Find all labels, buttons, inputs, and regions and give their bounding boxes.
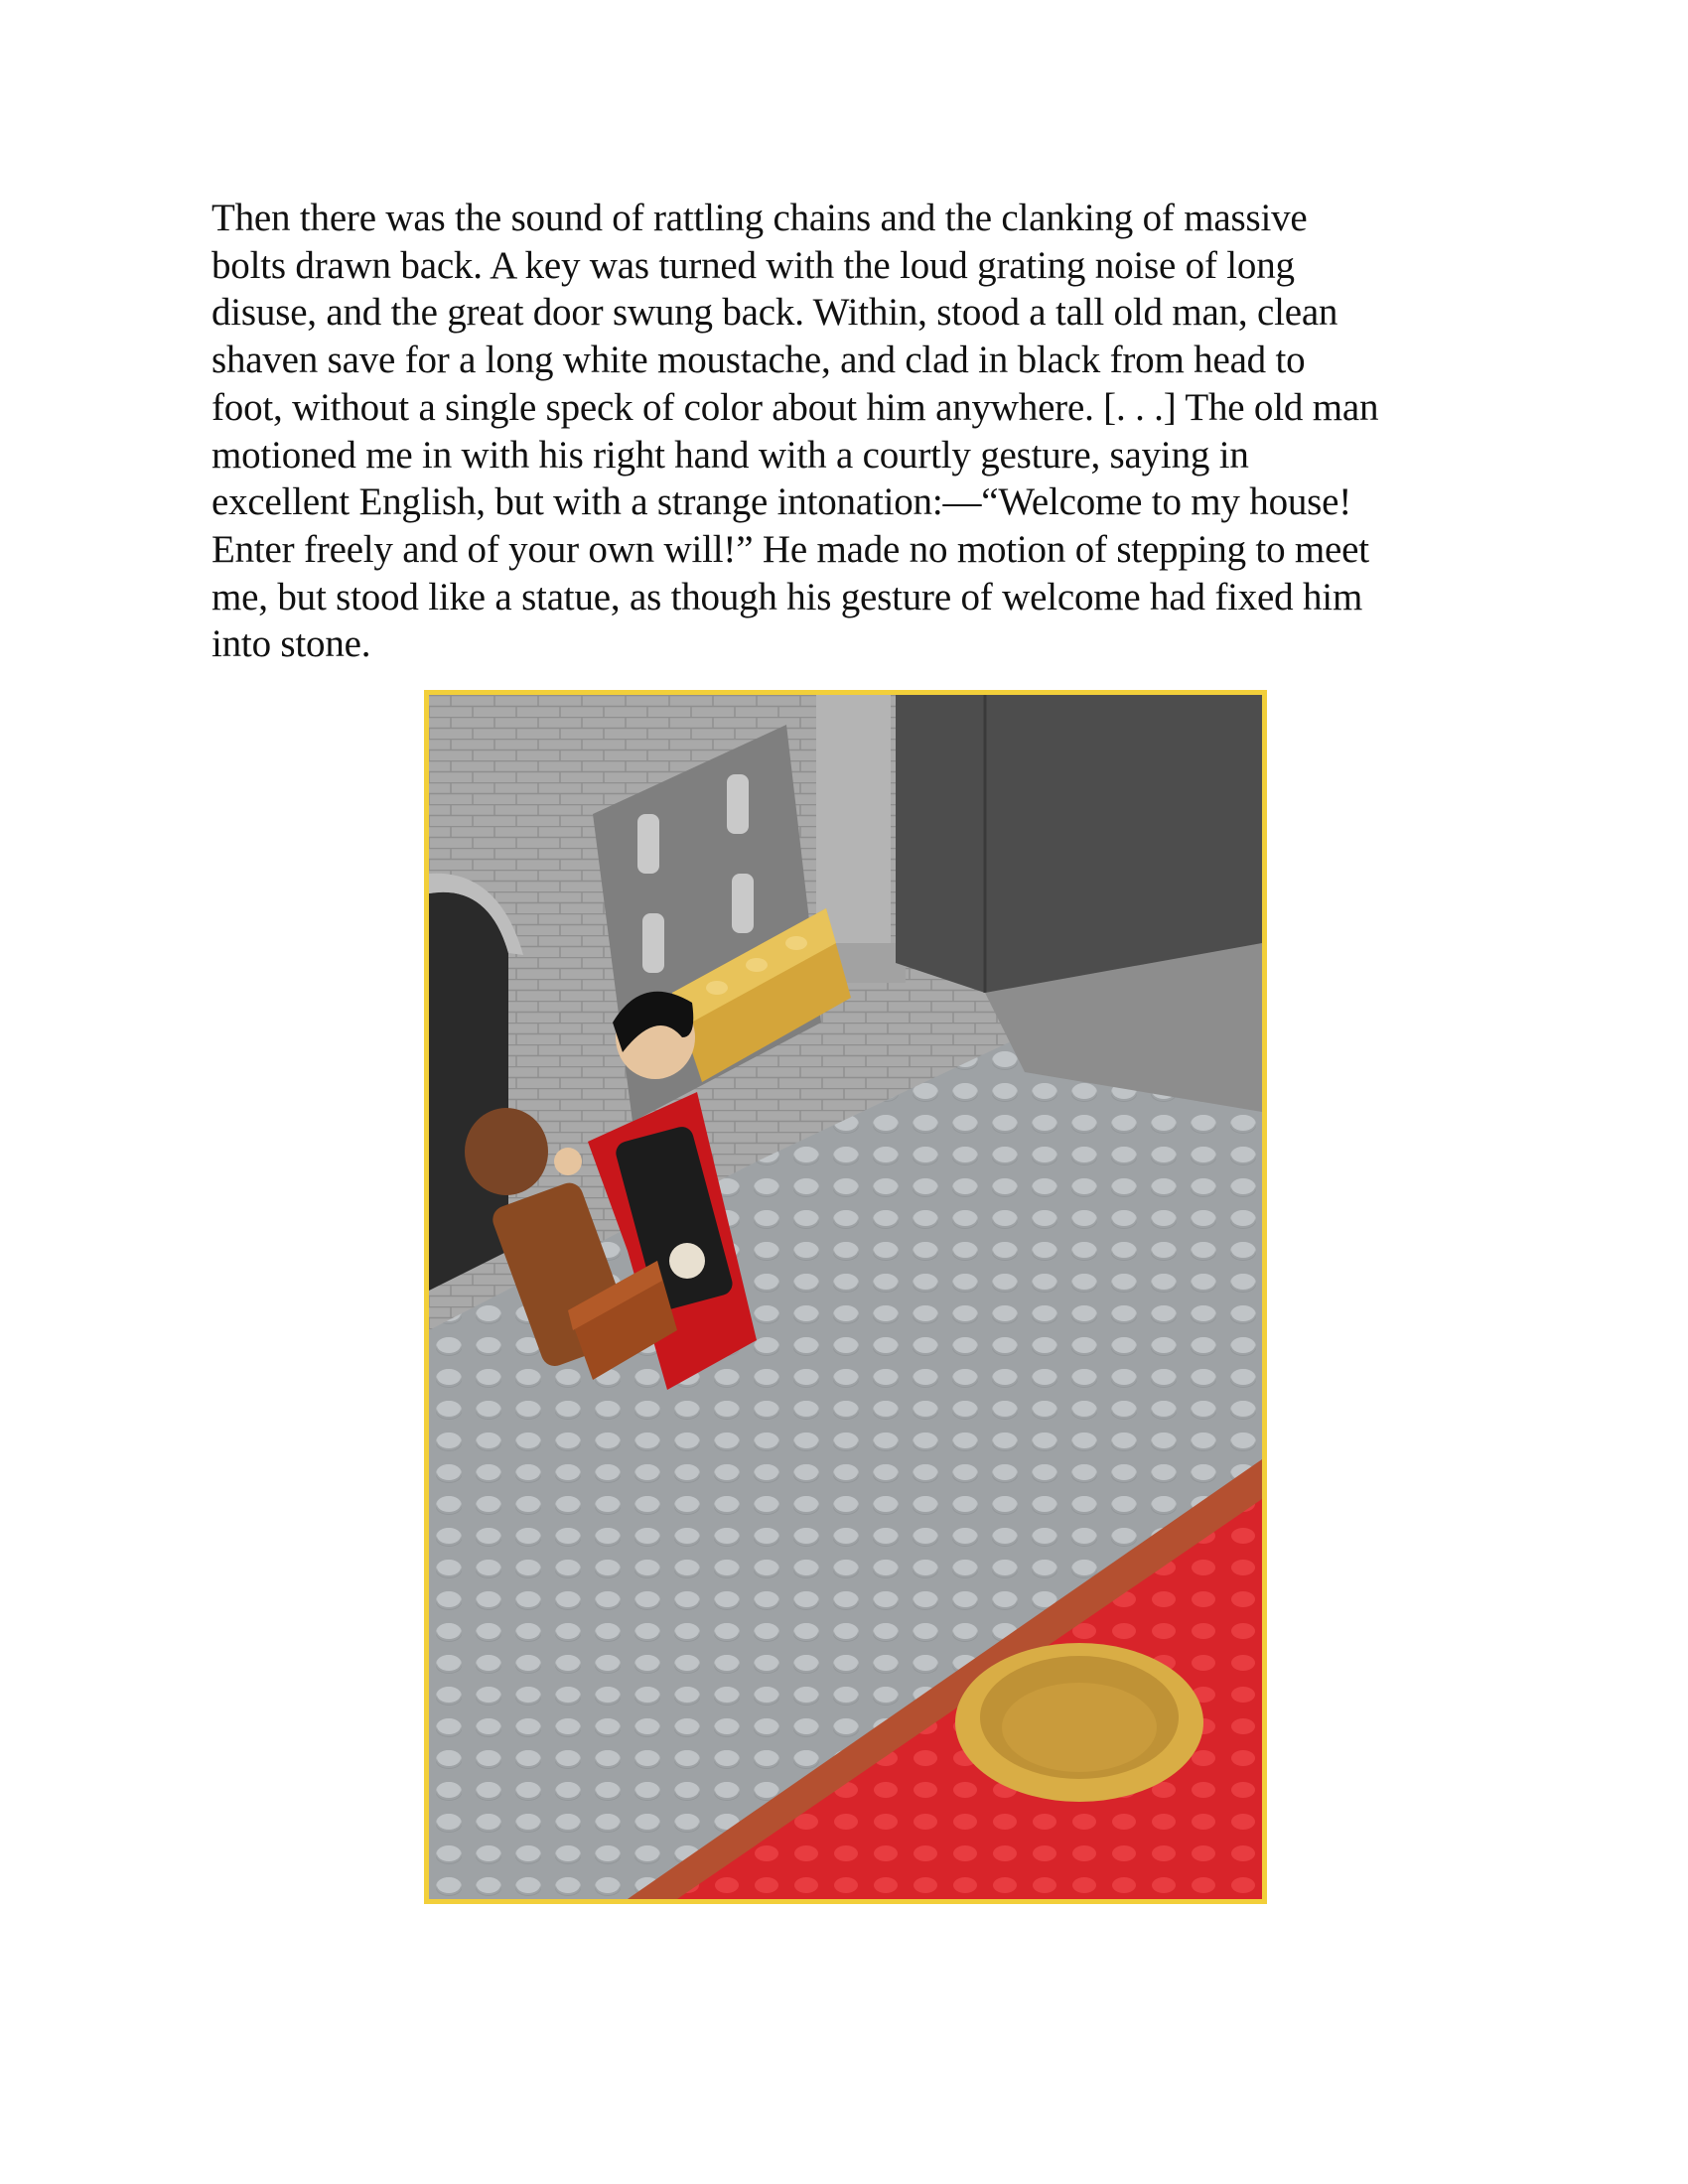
passage-text [211, 195, 1502, 668]
passage-line: motioned me in with his right hand with a courtly gesture, saying in [211, 433, 1249, 477]
passage-line: bolts drawn back. A key was turned with the loud grating noise of long [211, 243, 1295, 287]
passage-line: foot, without a single speck of color about him anywhere. [. . .] The old man [211, 385, 1379, 429]
passage-line: into stone. [211, 622, 371, 666]
passage-line: me, but stood like a statue, as though his gesture of welcome had fixed him [211, 575, 1363, 618]
passage-line: Then there was the sound of rattling chains and the clanking of massive [211, 197, 1308, 239]
brick-scene-illustration [429, 695, 1262, 1899]
passage-line: shaven save for a long white moustache, and clad in black from head to [211, 339, 1306, 382]
passage-line: excellent English, but with a strange intonation:—“Welcome to my house! [211, 480, 1352, 524]
illustration-photo [424, 690, 1267, 1904]
passage-line: Enter freely and of your own will!” He made no motion of stepping to meet [211, 527, 1369, 571]
passage-line: disuse, and the great door swung back. Within, stood a tall old man, clean [211, 291, 1338, 335]
